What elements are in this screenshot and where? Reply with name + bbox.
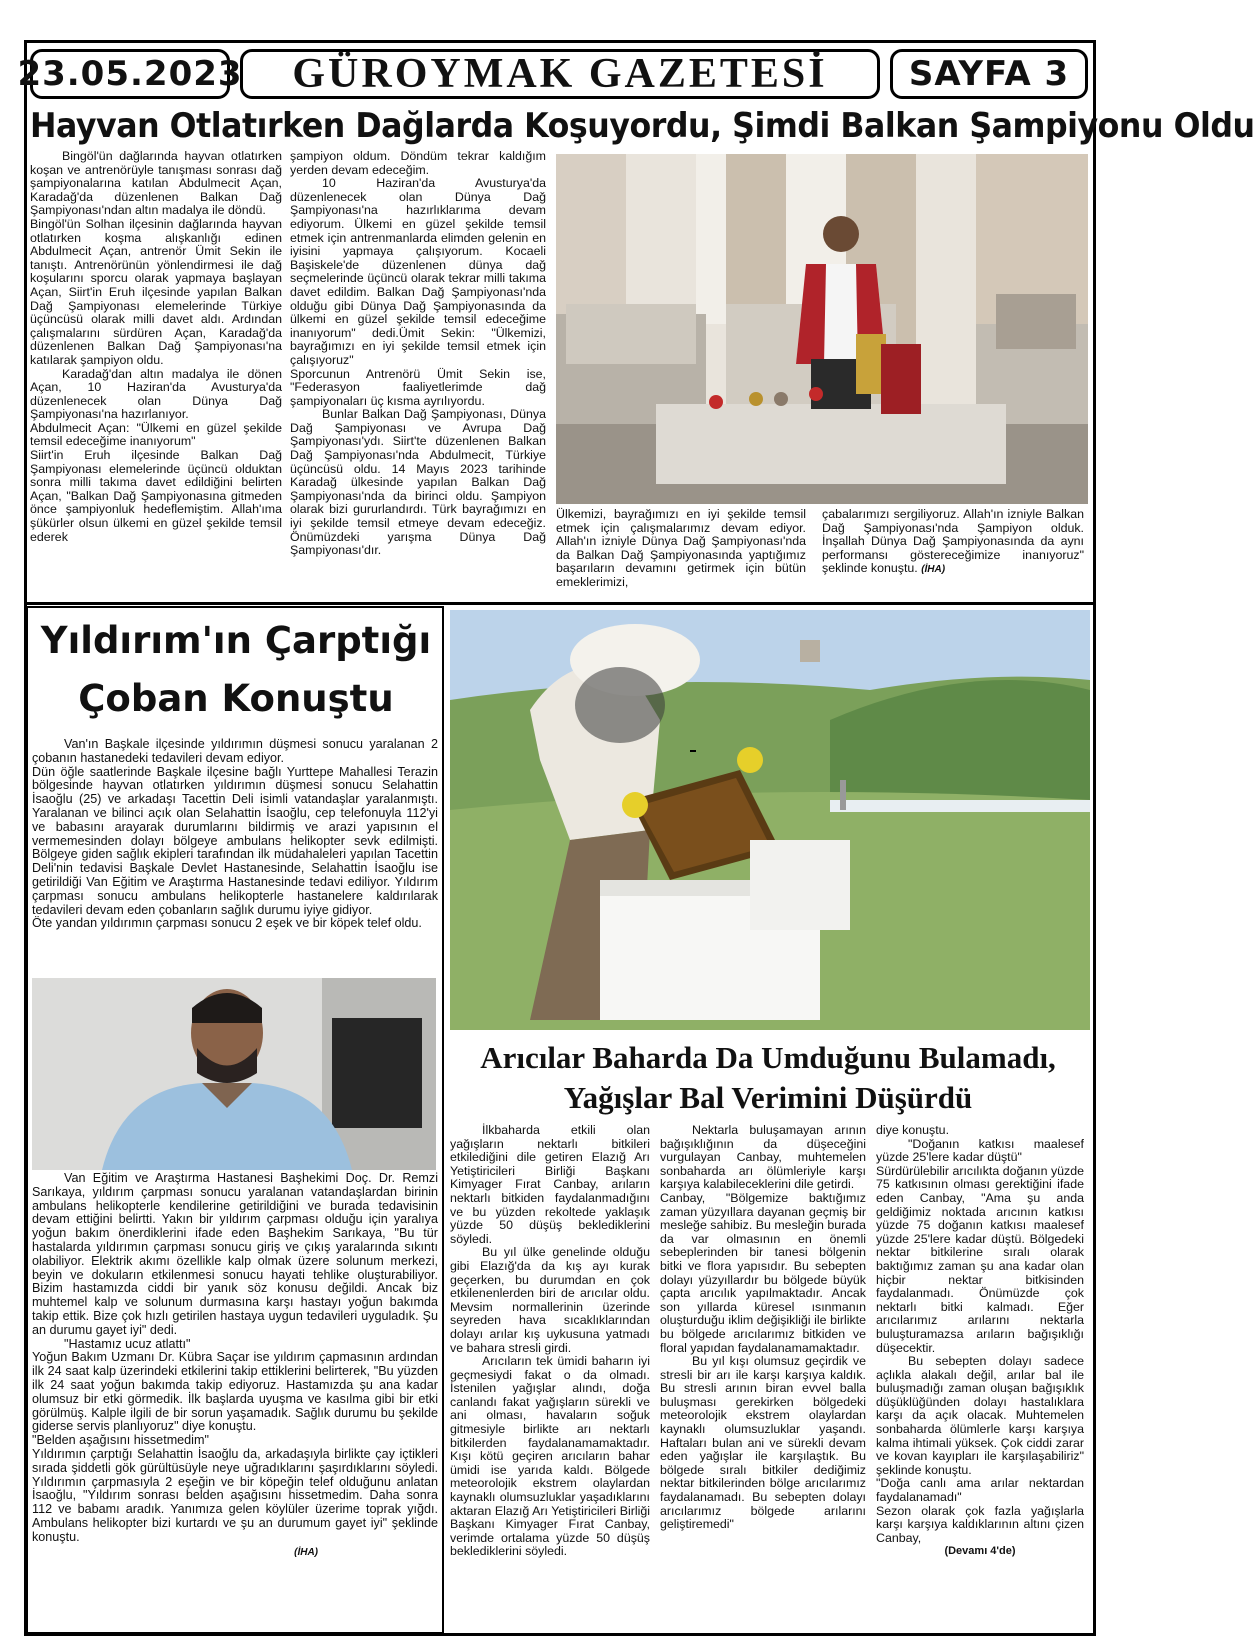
article2-headline <box>30 612 442 728</box>
article1-paragraph: Bingöl'ün Solhan ilçesinin dağlarında hayvan otlatırken koşma alışkanlığı edinen Abdulmecit Açan, antrenör Ümit Sekin ile tanıştı. Antrenörünün yönlendirmesi ile dağ koşularını sporcu olarak yapmaya başlayan Açan, Siirt'in Eruh ilçesinde yapılan Balkan Dağ Şampiyonası elemelerinde Türkiye üçüncüsü olarak milli davet aldı. Ardından çalışmalarını sürdüren Açan, Karadağ'da düzenlenen Balkan Dağ Şampiyonası'na katılarak şampiyon oldu. <box>30 216 282 367</box>
article2-paragraph: Öte yandan yıldırımın çarpması sonucu 2 eşek ve bir köpek telef oldu. <box>32 916 422 931</box>
article1-paragraph: Bunlar Balkan Dağ Şampiyonası, Dünya Dağ Şampiyonası ve Avrupa Dağ Şampiyonası'ydı. Siirt'te düzenlenen Balkan Dağ Şampiyonası'nda Abdulmecit, Türkiye üçüncüsü oldu. 14 Mayıs 2023 tarihinde Karadağ ülkesinde yapılan Balkan Dağ Şampiyonası'nda da birinci oldu. Şampiyon olarak bizi gururlandırdı. Türk bayrağımızı en iyi şekilde temsil etmeye devam edeceğiz. Önümüzdeki yarışma Dünya Dağ Şampiyonası'dır. <box>290 407 546 558</box>
article3-paragraph: Canbay, "Bölgemize baktığımız zaman yüzyıllara dayanan geçmiş bir mesleğe sahibiz. Bu mesleğin burada da var olmasının en önemli sebeplerinden bir tanesi bölgenin bitki ve flora yapısıdır. Bu sebepten dolayı yüzyıllardır bu bölgede büyük çapta arıcılık yapılmaktadır. Ancak son yıllarda küresel ısınmanın oluşturduğu iklim değişikliği ile birlikte bu bölgede arıcılarımız bitkiden ve floral yapıdan faydalanamamaktadır. <box>660 1190 866 1355</box>
article3-headline <box>446 1038 1090 1118</box>
article1-paragraph: şampiyon oldum. Döndüm tekrar kaldığım yerden devam edeceğim. <box>290 149 546 177</box>
shepherd-photo-image <box>32 978 436 1170</box>
article3-paragraph: Sezon olarak çok fazla yağışlarla karşı karşıya kaldıklarının altını çizen Canbay, <box>876 1503 1084 1545</box>
article1-paragraph: Bingöl'ün dağlarında hayvan otlatırken koşan ve antrenörüyle tanışması sonrası dağ şampiyonalarına katılan Abdulmecit Açan, Karadağ'da düzenlenen Balkan Dağ Şampiyonası'ndan altın madalya ile döndü. <box>30 149 282 218</box>
athlete-photo <box>556 154 1088 504</box>
page-number: SAYFA 3 <box>890 49 1088 99</box>
article3-column-2 <box>660 1124 866 1630</box>
article2-paragraph: Van'ın Başkale ilçesinde yıldırımın düşmesi sonucu yaralanan 2 çobanın hastanedeki tedavileri devam ediyor. <box>32 737 438 765</box>
shepherd-photo <box>32 978 436 1170</box>
athlete-photo-image <box>556 154 1088 504</box>
continued-note: (Devamı 4'de) <box>944 1545 1016 1558</box>
athlete-photo-caption-left: Ülkemizi, bayrağımızı en iyi şekilde temsil etmek için çalışmalarımız devam ediyor. Allah'ın izniyle Dünya Dağ Şampiyonası'nda da Balkan Dağ Şampiyonasında yaptığımız başarıların devamını getirmek için bütün emeklerimizi, <box>556 507 806 589</box>
beekeeper-photo <box>450 610 1090 1030</box>
headline-line: Yağışlar Bal Verimini Düşürdü <box>563 1080 973 1115</box>
article3-column-1 <box>450 1124 650 1630</box>
article3-subheading: "Doğanın katkısı maalesef yüzde 25'lere kadar düştü" <box>876 1136 1084 1165</box>
athlete-photo-caption-right <box>822 508 1084 584</box>
article3-paragraph: Bu yıl ülke genelinde olduğu gibi Elazığ'da da kış ayı kurak geçerken, bu durumdan en çok etkilenenlerden biri de arıcılar oldu. Mevsim normallerinin üzerinde seyreden hava sıcaklıklarından dolayı arılar kış uykusuna yatmadı ve bahara stresli girdi. <box>450 1245 650 1355</box>
issue-date: 23.05.2023 <box>30 49 230 99</box>
article1-paragraph: 10 Haziran'da Avusturya'da düzenlenecek olan Dünya Dağ Şampiyonası'na hazırlıklarıma devam ediyorum. Ülkemi en güzel şekilde temsil etmek için antrenmanlarda elimden gelenin en iyisini yapmaya çalışıyorum. Kocaeli Başiskele'de düzenlenen dünya dağ seçmelerinde üçüncü olarak tekrar milli takıma davet edildim. Balkan Dağ Şampiyonası'nda olduğu gibi Dünya Dağ Şampiyonasında da ülkemi en güzel şekilde temsil edeceğime inanıyorum" dedi.Ümit Sekin: "Ülkemizi, bayrağımızı en iyi şekilde temsil etmek için çalışıyoruz" <box>290 176 546 367</box>
article2-paragraph: Yıldırımın çarptığı Selahattin İsaoğlu da, arkadaşıyla birlikte çay içtikleri sırada şiddetli gök gürültüsüyle neye uğradıklarını şaşırdıklarını söyledi. Yıldırımın çarpmasıyla 2 eşeğin ve bir köpeğin telef olduğunu anlatan İsaoğlu, "Yıldırım sonrası belden aşağısını hissetmedim. Daha sonra 112 ve babamı aradık. Yanımıza gelen köylüler üzerime toprak yığdı. Ambulans helikopter bizi kurtardı ve şu an durumum gayet iyi" şeklinde konuştu. <box>32 1446 438 1544</box>
article3-column-3 <box>876 1124 1084 1630</box>
article2-paragraph: Dün öğle saatlerinde Başkale ilçesine bağlı Yurttepe Mahallesi Terazin bölgesinde hayvan otlatırken yıldırımın düşmesi sonucu Selahattin İsaoğlu (25) ve arkadaşı Tacettin Deli isimli vatandaşlar yaralanmıştı. Yaralanan ve bilinci açık olan Selahattin İsaoğlu, cep telefonuyla 112'yi ve babasını arayarak durumlarını bildirmiş ve arazi yapısının el vermemesinden dolayı bölgeye ambulans helikopter sevk edilmişti. Bölgeye giden sağlık ekipleri tarafından ilk müdahaleleri yapılan Tacettin Deli'nin tedavisi Başkale Devlet Hastanesinde, Selahattin İsaoğlu ise getirildiği Van Eğitim ve Araştırma Hastanesinde tedavi ediliyor. Yıldırım çarpması sonucu ambulans helikopterle hastanelere kaldırılarak tedavileri devam eden çobanların sağlık durumu iyiye gidiyor. <box>32 764 438 917</box>
article3-subheading: "Doğa canlı ama arılar nektardan faydalanamadı" <box>876 1476 1084 1505</box>
article3-paragraph: Arıcıların tek ümidi baharın iyi geçmesiydi fakat o da olmadı. İstenilen yağışlar alındı, doğa canlandı fakat yağışların sürekli ve ani olması, havaların soğuk gitmesiyle birlikte arı nektarlı bitkilerden faydalanamamaktadır. Kışı kötü geçiren arıcıların bahar ümidi ise yarıda kaldı. Bölgede meteorolojik ekstrem olaylardan kaynaklı olumsuzluklar yaşadıklarını aktaran Elazığ Arı Yetiştiricileri Birliği Başkanı Kimyager Fırat Canbay, verimde ortalama yüzde 50 düşüş beklediklerini söyledi. <box>450 1354 650 1559</box>
article3-paragraph: Bu sebepten dolayı sadece açlıkla alakalı değil, arılar bal ile buluşmadığı zaman oluşan bağışıklık düşüklüğünden dolayı hastalıklara karşı da açık olacak. Muhtemelen sonbaharda ölümlerle karşı karşıya kalma ihtimali yüksek. Çok ciddi zarar ve kovan kayıpları ile karşılaşabiliriz" şeklinde konuştu. <box>876 1354 1084 1477</box>
article1-paragraph: Siirt'in Eruh ilçesinde Balkan Dağ Şampiyonası elemelerinde üçüncü olduktan sonra milli takıma davet edildiğini belirten Açan, "Balkan Dağ Şampiyonasına gitmeden önce şampiyonluk hedeflemiştim. Allah'ıma şükürler olsun ülkemi en güzel şekilde temsil ederek <box>30 448 282 544</box>
article1-paragraph: Karadağ'dan altın madalya ile dönen Açan, 10 Haziran'da Avusturya'da düzenlenecek olan Dünya Dağ Şampiyonası'na hazırlanıyor. <box>30 366 282 422</box>
article1-paragraph: Sporcunun Antrenörü Ümit Sekin ise, "Federasyon faaliyetlerimde dağ şampiyonaları üç kısma ayrılıyordu. <box>290 366 546 408</box>
beekeeper-photo-image <box>450 610 1090 1030</box>
article2-paragraph: Yoğun Bakım Uzmanı Dr. Kübra Saçar ise yıldırım çapmasının ardından ilk 24 saat kalp üzerindeki etkilerini takip ettiklerini belirterek, "Bu yüzden ilk 24 saat yoğun bakımda takip ediyoruz. Hastamızda şu ana kadar olumsuz bir etki görmedik. İlk başlarda uyuşma ve kasılma gibi bir etki görülmüş. Kalple ilgili de bir sorun yaşamadık. Sağlık durumu bu şekilde giderse servis planlıyoruz" diye konuştu. <box>32 1350 438 1434</box>
article1-column-2 <box>290 150 546 590</box>
article3-paragraph: İlkbaharda etkili olan yağışların nektarlı bitkileri etkilediğini dile getiren Elazığ Arı Yetiştiricileri Birliği Başkanı Kimyager Fırat Canbay, arıların nektarlı bitkiden faydalanmadığını ve bu yüzden rekoltede yaklaşık yüzde 50 düşüş beklediklerini söyledi. <box>450 1123 650 1246</box>
article3-paragraph: Sürdürülebilir arıcılıkta doğanın yüzde 75 katkısının olması gerektiğini ifade eden Canbay, "Ama şu anda geldiğimiz noktada arıcının katkısı yüzde 75 doğanın katkısı maalesef yüzde 25'lere kadar düştü. Bölgedeki nektar bitkilerine sıralı olarak baktığımız zaman şu ana kadar olan hiçbir nektar bitkisinden faydalanmadı. Önümüzde çok nektarlı bitki kalmadı. Eğer arıcılarımız arılarını nektarla buluşturamazsa arıların bağışıklığı düşecektir. <box>876 1163 1085 1355</box>
headline-line: Yıldırım'ın Çarptığı <box>40 619 432 662</box>
section-divider <box>27 602 1093 605</box>
article2-paragraph: Van Eğitim ve Araştırma Hastanesi Başhekimi Doç. Dr. Remzi Sarıkaya, yıldırım çarpması sonucu yaralanan vatandaşlardan birinin ambulans helikopterle kendilerine getirildiğini ve burada tedavisinin devam ettiğini belirtti. Yakın bir yıldırım çarpması olduğu için yaralıya yoğun bakım önerdiklerini ifade eden Başhekim Sarıkaya, "Bu tür hastalarda yıldırımın çarpması sonucu giriş ve çıkış yaralarında sıkıntı olabiliyor. Elektrik akımı özellikle kalp olmak üzere solunum merkezi, beyin ve dokuların etkilenmesi sonucu hayati tehlike oluşturabiliyor. Bizim hastamızda ciddi bir yanık söz konusu değildi. Ancak biz muhtemel kalp ve solunum durmasına karşı hastayı yoğun bakımda takip ettik. Bize çok hızlı getirilen hastaya uygun tedavileri uyguladık. Şu an durumu gayet iyi" dedi. <box>32 1171 438 1337</box>
article2-body <box>32 1172 438 1628</box>
article2-intro <box>32 738 438 974</box>
newspaper-title: GÜROYMAK GAZETESİ <box>240 49 880 99</box>
article1-subheading: Abdulmecit Açan: "Ülkemi en güzel şekilde temsil edeceğime inanıyorum" <box>30 420 282 449</box>
headline-line: Çoban Konuştu <box>78 677 394 720</box>
source-credit: (İHA) <box>294 1546 318 1558</box>
article2-subheading: "Belden aşağısını hissetmedim" <box>32 1433 209 1448</box>
article2-subheading: "Hastamız ucuz atlattı" <box>64 1336 191 1351</box>
article1-column-1 <box>30 150 282 590</box>
headline-line: Arıcılar Baharda Da Umduğunu Bulamadı, <box>480 1040 1056 1075</box>
source-credit: (İHA) <box>921 564 946 576</box>
article3-paragraph: Bu yıl kışı olumsuz geçirdik ve stresli bir arı ile karşı karşıya kaldık. Bu stresli arının biran evvel balla buluşması gerekirken bölgedeki meteorolojik ekstrem olaylardan kaynaklı olumsuzluklar yaşandı. Haftaları bulan ani ve sürekli devam eden yağışlar ile karşılaştık. Bu bölgede sıralı bitkiler dediğimiz nektar bitkilerinden bölge arıcılarımız faydalanamadı. Bu sebepten dolayı arıcılarımız bölgede arılarını geliştiremedi" <box>660 1354 866 1532</box>
article3-paragraph: diye konuştu. <box>876 1123 950 1137</box>
article3-paragraph: Nektarla buluşamayan arının bağışıklığının da düşeceğini vurgulayan Canbay, muhtemelen sonbaharda arı ölümleriyle karşı karşıya kalabileceklerini dile getirdi. <box>660 1123 866 1192</box>
caption-text: çabalarımızı sergiliyoruz. Allah'ın izniyle Balkan Dağ Şampiyonası'nda Şampiyon olduk. İnşallah Dünya Dağ Şampiyonasında da aynı performansı göstereceğimize inanıyoruz" şeklinde konuştu. <box>822 507 1084 576</box>
article1-headline: Hayvan Otlatırken Dağlarda Koşuyordu, Şimdi Balkan Şampiyonu Oldu <box>30 106 1255 146</box>
